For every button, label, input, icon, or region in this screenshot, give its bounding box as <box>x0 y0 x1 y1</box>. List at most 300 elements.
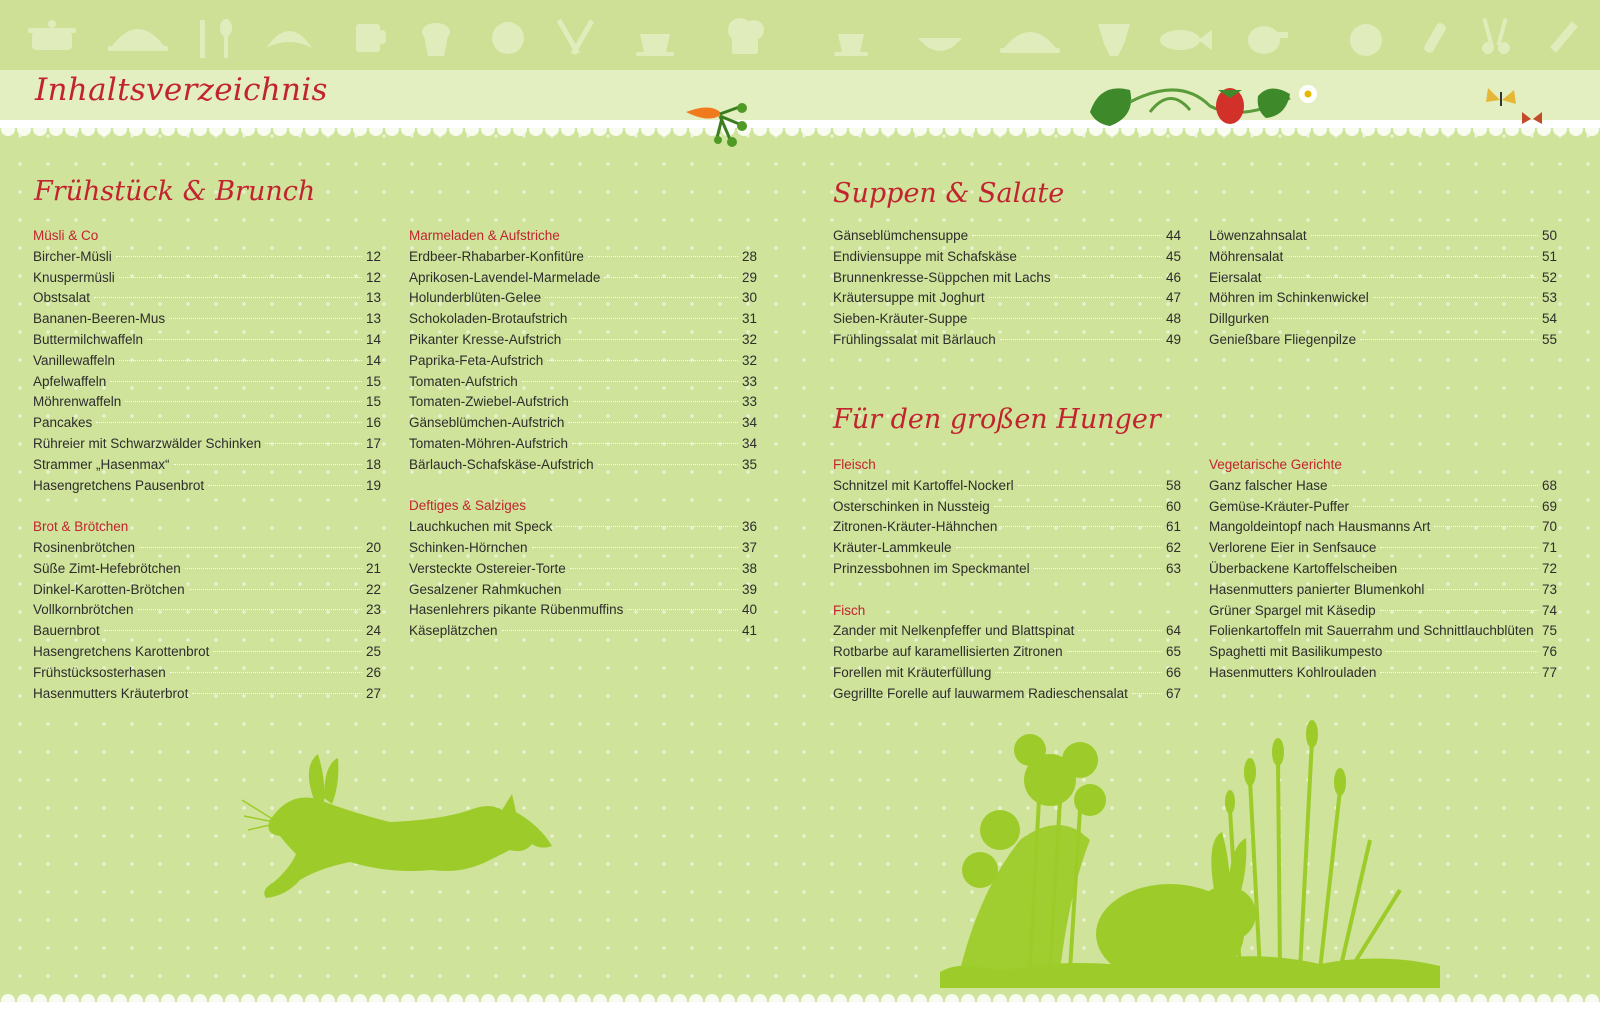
entry-title: Dillgurken <box>1209 311 1270 327</box>
lace-scallop <box>17 122 31 136</box>
lace-border-top <box>0 120 1600 142</box>
entry-title: Spaghetti mit Basilikumpesto <box>1209 644 1383 660</box>
lace-scallop <box>545 994 559 1008</box>
lace-scallop <box>945 994 959 1008</box>
lace-scallop <box>193 994 207 1008</box>
lace-scallop <box>209 122 223 136</box>
lace-scallop <box>1537 994 1551 1008</box>
dot-leader <box>1434 526 1538 527</box>
toc-column-left-1 <box>33 226 381 704</box>
dot-leader <box>125 401 362 402</box>
dot-leader <box>1273 318 1538 319</box>
lace-scallop <box>1025 994 1039 1008</box>
entry-page: 62 <box>1165 540 1181 556</box>
lace-scallop <box>577 122 591 136</box>
entry-title: Folienkartoffeln mit Sauerrahm und Schnittlauchblüten <box>1209 623 1534 639</box>
entry-title: Grüner Spargel mit Käsedip <box>1209 602 1376 618</box>
entry-page: 66 <box>1165 664 1181 680</box>
lace-scallop <box>1377 122 1391 136</box>
entry-page: 45 <box>1165 248 1181 264</box>
dot-leader <box>994 506 1162 507</box>
entry-page: 69 <box>1541 498 1557 514</box>
page-title: Inhaltsverzeichnis <box>35 72 328 108</box>
lace-scallop <box>801 122 815 136</box>
lace-scallop <box>1585 122 1599 136</box>
lace-scallop <box>497 122 511 136</box>
lace-scallop <box>17 994 31 1008</box>
section-title-hunger: Für den großen Hunger <box>833 404 1161 435</box>
lace-scallop <box>1553 122 1567 136</box>
lace-scallop <box>193 122 207 136</box>
entry-page: 50 <box>1541 228 1557 243</box>
entry-page: 15 <box>365 373 381 389</box>
mug-icon <box>356 24 386 52</box>
category-heading: Fisch <box>833 602 866 618</box>
lace-scallop <box>1041 122 1055 136</box>
lace-scallop <box>593 994 607 1008</box>
lace-scallop <box>1185 994 1199 1008</box>
toc-column-left-2 <box>409 226 757 642</box>
lace-scallop <box>1057 994 1071 1008</box>
lace-scallop <box>1217 994 1231 1008</box>
lace-scallop <box>1041 994 1055 1008</box>
lace-scallop <box>1265 994 1279 1008</box>
dot-leader <box>119 360 362 361</box>
lace-scallop <box>1505 994 1519 1008</box>
toc-entry <box>1209 497 1557 518</box>
dot-leader <box>213 651 362 652</box>
entry-page: 51 <box>1541 248 1557 264</box>
toc-entry <box>33 268 381 289</box>
toc-entry <box>33 580 381 601</box>
entry-page: 40 <box>741 602 757 618</box>
lace-scallop <box>849 994 863 1008</box>
entry-title: Überbackene Kartoffelscheiben <box>1209 560 1398 576</box>
lace-scallop <box>913 122 927 136</box>
lace-scallop <box>97 122 111 136</box>
entry-title: Forellen mit Kräuterfüllung <box>833 664 992 680</box>
lace-scallop <box>161 994 175 1008</box>
lace-scallop <box>545 122 559 136</box>
toc-entry <box>833 538 1181 559</box>
toc-entry <box>409 247 757 268</box>
toc-entry <box>409 455 757 476</box>
dot-leader <box>138 609 362 610</box>
lace-scallop <box>337 994 351 1008</box>
lace-scallop <box>1089 994 1103 1008</box>
toc-entry <box>1209 517 1557 538</box>
lace-scallop <box>33 122 47 136</box>
toc-entry <box>409 580 757 601</box>
butterfly-icon <box>1520 110 1544 128</box>
dot-leader <box>565 339 738 340</box>
lace-scallop <box>817 994 831 1008</box>
lace-scallop <box>753 994 767 1008</box>
lace-border-bottom <box>0 988 1600 1010</box>
scissors-icon <box>1482 18 1510 54</box>
toc-entry <box>1209 580 1557 601</box>
cupcake-icon <box>422 23 450 56</box>
carrot-illustration <box>682 100 754 156</box>
dot-leader <box>189 589 362 590</box>
toc-entry <box>33 413 381 434</box>
lace-scallop <box>801 994 815 1008</box>
lace-scallop <box>929 122 943 136</box>
toc-entry <box>409 330 757 351</box>
icon-bar <box>0 0 1600 70</box>
entry-page: 67 <box>1165 685 1181 701</box>
dot-leader <box>169 318 362 319</box>
entry-title: Zander mit Nelkenpfeffer und Blattspinat <box>833 623 1075 639</box>
lace-scallop <box>1521 994 1535 1008</box>
dot-leader <box>1311 235 1538 236</box>
toc-column-soups-2 <box>1209 226 1557 351</box>
lace-scallop <box>1489 122 1503 136</box>
entry-title: Schokoladen-Brotaufstrich <box>409 311 568 327</box>
entry-title: Ganz falscher Hase <box>1209 477 1328 493</box>
lace-scallop <box>929 994 943 1008</box>
entry-title: Eiersalat <box>1209 269 1262 285</box>
dot-leader <box>588 256 738 257</box>
lace-scallop <box>705 994 719 1008</box>
lace-scallop <box>465 122 479 136</box>
lace-scallop <box>961 994 975 1008</box>
entry-title: Schinken-Hörnchen <box>409 539 528 555</box>
entry-page: 76 <box>1541 644 1557 660</box>
entry-page: 49 <box>1165 331 1181 347</box>
entry-title: Möhrenwaffeln <box>33 394 122 410</box>
toc-column-hunger-1 <box>833 455 1181 705</box>
lace-scallop <box>817 122 831 136</box>
entry-title: Kräutersuppe mit Joghurt <box>833 290 985 306</box>
pencil-icon <box>1550 21 1578 52</box>
dot-leader <box>1373 297 1538 298</box>
toc-entry <box>33 600 381 621</box>
entry-title: Erdbeer-Rhabarber-Konfitüre <box>409 248 584 264</box>
entry-page: 26 <box>365 664 381 680</box>
entry-page: 58 <box>1165 477 1181 493</box>
entry-page: 23 <box>365 602 381 618</box>
lace-scallop <box>625 994 639 1008</box>
toc-entry <box>833 642 1181 663</box>
entry-page: 25 <box>365 643 381 659</box>
toc-entry <box>33 392 381 413</box>
entry-title: Möhren im Schinkenwickel <box>1209 290 1369 306</box>
section-title-suppen: Suppen & Salate <box>833 178 1065 209</box>
lace-scallop <box>1569 122 1583 136</box>
dot-leader <box>547 360 738 361</box>
entry-page: 70 <box>1541 519 1557 535</box>
lace-scallop <box>449 994 463 1008</box>
lace-scallop <box>305 122 319 136</box>
entry-page: 73 <box>1541 581 1557 597</box>
entry-page: 63 <box>1165 560 1181 576</box>
dot-leader <box>1332 485 1538 486</box>
entry-title: Schnitzel mit Kartoffel-Nockerl <box>833 477 1014 493</box>
lace-scallop <box>273 994 287 1008</box>
dot-leader <box>1266 277 1538 278</box>
lace-scallop <box>65 122 79 136</box>
entry-title: Versteckte Ostereier-Torte <box>409 560 566 576</box>
dot-leader <box>96 422 362 423</box>
entry-page: 29 <box>741 269 757 285</box>
dot-leader <box>556 526 738 527</box>
lace-scallop <box>1441 122 1455 136</box>
toc-entry <box>1209 288 1557 309</box>
dot-leader <box>568 422 738 423</box>
entry-page: 12 <box>365 269 381 285</box>
toc-entry <box>1209 559 1557 580</box>
dot-leader <box>1067 651 1162 652</box>
lace-scallop <box>513 122 527 136</box>
toc-entry <box>409 434 757 455</box>
dot-leader <box>1428 589 1538 590</box>
lace-scallop <box>385 994 399 1008</box>
lace-scallop <box>865 122 879 136</box>
lace-scallop <box>1169 994 1183 1008</box>
lace-scallop <box>529 994 543 1008</box>
lace-scallop <box>129 122 143 136</box>
dot-leader <box>1287 256 1538 257</box>
lace-scallop <box>577 994 591 1008</box>
lace-scallop <box>81 994 95 1008</box>
lace-scallop <box>1329 994 1343 1008</box>
toc-entry <box>33 663 381 684</box>
dot-leader <box>1018 485 1162 486</box>
lace-scallop <box>1121 994 1135 1008</box>
dot-leader <box>147 339 362 340</box>
dot-leader <box>565 589 738 590</box>
entry-title: Gesalzener Rahmkuchen <box>409 581 562 597</box>
entry-page: 33 <box>741 394 757 410</box>
dot-leader <box>174 464 362 465</box>
lace-scallop <box>1073 994 1087 1008</box>
toc-entry <box>33 476 381 497</box>
entry-title: Gänseblümchen-Aufstrich <box>409 415 565 431</box>
bowl-icon <box>918 38 962 51</box>
lace-scallop <box>369 994 383 1008</box>
toc-entry <box>409 268 757 289</box>
entry-page: 12 <box>365 248 381 264</box>
lace-scallop <box>289 994 303 1008</box>
toc-entry <box>409 309 757 330</box>
lace-scallop <box>337 122 351 136</box>
lace-scallop <box>1297 994 1311 1008</box>
dot-leader <box>1000 339 1162 340</box>
entry-page: 36 <box>741 519 757 535</box>
toc-entry <box>1209 309 1557 330</box>
lace-scallop <box>1409 994 1423 1008</box>
toc-entry <box>33 684 381 705</box>
entry-page: 38 <box>741 560 757 576</box>
entry-page: 15 <box>365 394 381 410</box>
dot-leader <box>192 693 362 694</box>
lace-scallop <box>833 994 847 1008</box>
toc-entry <box>409 517 757 538</box>
toc-entry <box>833 476 1181 497</box>
lace-scallop <box>353 994 367 1008</box>
entry-title: Bauernbrot <box>33 623 100 639</box>
lace-scallop <box>513 994 527 1008</box>
entry-page: 41 <box>741 623 757 639</box>
toc-entry <box>33 434 381 455</box>
dot-leader <box>208 485 362 486</box>
lace-scallop <box>529 122 543 136</box>
lace-scallop <box>881 994 895 1008</box>
food-icons-row <box>0 0 1600 70</box>
entry-page: 28 <box>741 248 757 264</box>
entry-title: Zitronen-Kräuter-Hähnchen <box>833 519 998 535</box>
toc-entry <box>33 330 381 351</box>
entry-page: 37 <box>741 539 757 555</box>
cutlery-icon <box>200 19 232 58</box>
entry-title: Endiviensuppe mit Schafskäse <box>833 248 1017 264</box>
lace-scallop <box>849 122 863 136</box>
tea-cup-icon <box>834 34 868 56</box>
lace-scallop <box>1025 122 1039 136</box>
entry-page: 13 <box>365 290 381 306</box>
entry-page: 22 <box>365 581 381 597</box>
section-title-fruehstueck: Frühstück & Brunch <box>34 176 316 207</box>
lace-scallop <box>161 122 175 136</box>
lace-scallop <box>1153 994 1167 1008</box>
dot-leader <box>604 277 738 278</box>
lace-scallop <box>353 122 367 136</box>
entry-title: Sieben-Kräuter-Suppe <box>833 311 968 327</box>
dot-leader <box>1380 672 1538 673</box>
dot-leader <box>1021 256 1162 257</box>
group-spacer <box>409 476 757 497</box>
entry-page: 75 <box>1541 623 1557 639</box>
dot-leader <box>972 235 1162 236</box>
toc-entry <box>833 497 1181 518</box>
lace-scallop <box>49 994 63 1008</box>
entry-page: 74 <box>1541 602 1557 618</box>
entry-title: Brunnenkresse-Süppchen mit Lachs <box>833 269 1051 285</box>
lace-scallop <box>225 122 239 136</box>
dot-leader <box>1001 526 1162 527</box>
lace-scallop <box>897 994 911 1008</box>
entry-page: 65 <box>1165 644 1181 660</box>
lace-scallop <box>1201 994 1215 1008</box>
lace-scallop <box>1377 994 1391 1008</box>
category-heading: Fleisch <box>833 457 876 472</box>
toc-column-soups-1 <box>833 226 1181 351</box>
entry-title: Aprikosen-Lavendel-Marmelade <box>409 269 601 285</box>
lace-scallop <box>609 994 623 1008</box>
entry-title: Kräuter-Lammkeule <box>833 540 952 556</box>
dot-leader <box>1380 610 1538 611</box>
lace-scallop <box>305 994 319 1008</box>
lace-scallop <box>1313 994 1327 1008</box>
entry-title: Hasenmutters Kohlrouladen <box>1209 664 1377 680</box>
toc-entry <box>833 663 1181 684</box>
toc-entry <box>833 621 1181 642</box>
lace-scallop <box>81 122 95 136</box>
entry-title: Hasengretchens Karottenbrot <box>33 643 210 659</box>
lace-scallop <box>209 994 223 1008</box>
dot-leader <box>956 547 1162 548</box>
lace-scallop <box>433 122 447 136</box>
lace-scallop <box>753 122 767 136</box>
cloche-icon <box>1000 32 1060 53</box>
entry-page: 34 <box>741 415 757 431</box>
lace-scallop <box>449 122 463 136</box>
entry-title: Käseplätzchen <box>409 623 498 639</box>
entry-title: Rotbarbe auf karamellisierten Zitronen <box>833 644 1063 660</box>
toc-entry <box>409 621 757 642</box>
lace-scallop <box>113 994 127 1008</box>
entry-page: 71 <box>1541 540 1557 556</box>
entry-page: 24 <box>365 623 381 639</box>
lace-scallop <box>1057 122 1071 136</box>
toc-entry <box>833 684 1181 705</box>
bottle-icon <box>1423 22 1448 55</box>
dot-leader <box>532 547 738 548</box>
entry-page: 16 <box>365 415 381 431</box>
lace-scallop <box>417 122 431 136</box>
entry-page: 13 <box>365 311 381 327</box>
lace-scallop <box>993 122 1007 136</box>
lace-scallop <box>1233 994 1247 1008</box>
entry-title: Tomaten-Zwiebel-Aufstrich <box>409 394 569 410</box>
lace-scallop <box>1585 994 1599 1008</box>
lace-scallop <box>241 994 255 1008</box>
lace-scallop <box>769 994 783 1008</box>
lace-scallop <box>1473 122 1487 136</box>
entry-page: 68 <box>1541 477 1557 493</box>
toc-entry <box>33 621 381 642</box>
lace-scallop <box>1473 994 1487 1008</box>
entry-page: 60 <box>1165 498 1181 514</box>
lace-scallop <box>1409 122 1423 136</box>
lace-scallop <box>945 122 959 136</box>
entry-title: Knuspermüsli <box>33 269 115 285</box>
lace-scallop <box>833 122 847 136</box>
lace-scallop <box>401 122 415 136</box>
lace-scallop <box>1457 122 1471 136</box>
dot-leader <box>571 318 738 319</box>
toc-entry <box>409 392 757 413</box>
lace-scallop <box>961 122 975 136</box>
lace-scallop <box>785 994 799 1008</box>
lace-scallop <box>1489 994 1503 1008</box>
dot-leader <box>265 443 362 444</box>
lace-scallop <box>881 122 895 136</box>
dot-leader <box>1353 506 1538 507</box>
entry-title: Hasenmutters Kräuterbrot <box>33 685 189 701</box>
entry-page: 64 <box>1165 623 1181 639</box>
entry-title: Vanillewaffeln <box>33 352 116 368</box>
entry-title: Bananen-Beeren-Mus <box>33 311 166 327</box>
lace-scallop <box>49 122 63 136</box>
lace-scallop <box>481 122 495 136</box>
toc-entry <box>409 600 757 621</box>
entry-page: 33 <box>741 373 757 389</box>
lace-scallop <box>993 994 1007 1008</box>
lace-scallop <box>785 122 799 136</box>
entry-page: 32 <box>741 352 757 368</box>
toc-entry <box>409 413 757 434</box>
category-heading: Marmeladen & Aufstriche <box>409 228 560 243</box>
toc-entry <box>33 642 381 663</box>
entry-title: Paprika-Feta-Aufstrich <box>409 352 544 368</box>
entry-title: Bärlauch-Schafskäse-Aufstrich <box>409 456 594 472</box>
dot-leader <box>94 297 362 298</box>
dot-leader <box>185 568 362 569</box>
entry-title: Holunderblüten-Gelee <box>409 290 542 306</box>
entry-page: 39 <box>741 581 757 597</box>
